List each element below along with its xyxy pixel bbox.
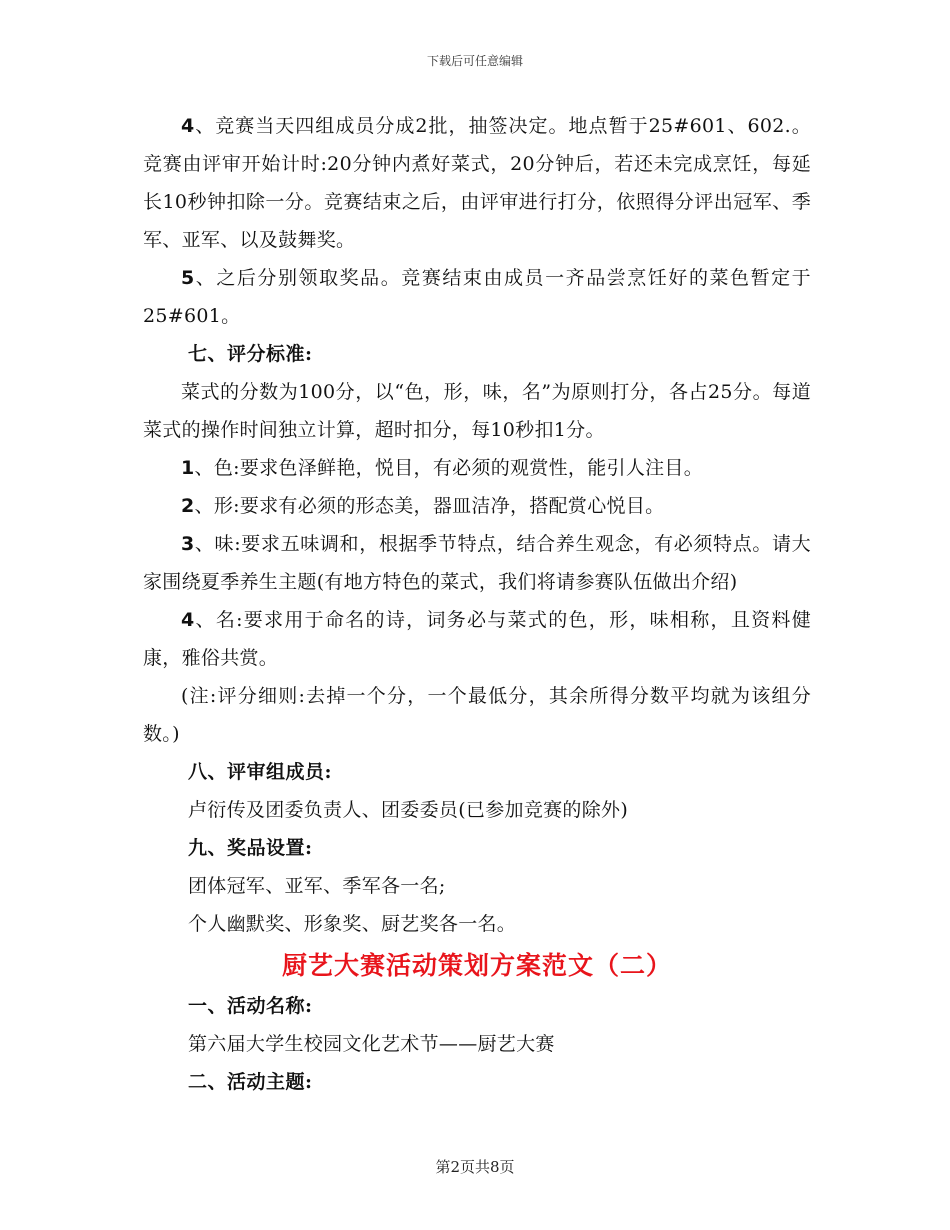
- criterion-taste: [143, 525, 811, 601]
- page-header: 下载后可任意编辑: [426, 54, 523, 68]
- paragraph-step-4: [143, 107, 811, 259]
- step-number: 5: [181, 267, 195, 289]
- paragraph-text: 、之后分别领取奖品。竞赛结束由成员一齐品尝烹饪好的菜色暂定于25#601。: [143, 267, 811, 327]
- step-number: 4: [181, 115, 195, 137]
- activity-name: 第六届大学生校园文化艺术节——厨艺大赛: [188, 1033, 555, 1055]
- heading-scoring-criteria: 七、评分标准:: [188, 343, 313, 365]
- criterion-number: 2: [181, 495, 195, 517]
- document-body: [143, 107, 811, 1101]
- prize-team: 团体冠军、亚军、季军各一名;: [188, 875, 446, 897]
- paragraph-scoring-intro: 菜式的分数为100分，以“色，形，味，名”为原则打分，各占25分。每道菜式的操作时间独立计算，超时扣分，每10秒扣1分。: [143, 381, 811, 441]
- criterion-number: 4: [181, 609, 195, 631]
- criterion-color: [143, 449, 811, 487]
- heading-prizes: 九、奖品设置:: [188, 837, 313, 859]
- criterion-text: 、名:要求用于命名的诗，词务必与菜式的色，形，味相称，且资料健康，雅俗共赏。: [143, 609, 811, 669]
- heading-judges: 八、评审组成员:: [188, 761, 333, 783]
- criterion-number: 1: [181, 457, 195, 479]
- criterion-number: 3: [181, 533, 195, 555]
- criterion-shape: [143, 487, 811, 525]
- criterion-text: 、形:要求有必须的形态美，器皿洁净，搭配赏心悦目。: [194, 495, 665, 517]
- paragraph-text: 、竞赛当天四组成员分成2批，抽签决定。地点暂于25#601、602.。竞赛由评审开始计时:20分钟内煮好菜式，20分钟后，若还未完成烹饪，每延长10秒钟扣除一分。竞赛结束之后，由评审进行打分，依照得分评出冠军、季军、亚军、以及鼓舞奖。: [143, 115, 811, 251]
- scoring-note: (注:评分细则:去掉一个分，一个最低分，其余所得分数平均就为该组分数。): [143, 685, 811, 745]
- judges-list: 卢衍传及团委负责人、团委委员(已参加竞赛的除外): [188, 799, 629, 821]
- criterion-name: [143, 601, 811, 677]
- prize-individual: 个人幽默奖、形象奖、厨艺奖各一名。: [188, 913, 517, 935]
- section-title: 厨艺大赛活动策划方案范文（二）: [281, 951, 672, 980]
- heading-activity-name: 一、活动名称:: [188, 995, 313, 1017]
- page-footer: 第2页共8页: [435, 1158, 515, 1176]
- criterion-text: 、味:要求五味调和，根据季节特点，结合养生观念，有必须特点。请大家围绕夏季养生主题(有地方特色的菜式，我们将请参赛队伍做出介绍): [143, 533, 811, 593]
- criterion-text: 、色:要求色泽鲜艳，悦目，有必须的观赏性，能引人注目。: [194, 457, 704, 479]
- heading-activity-theme: 二、活动主题:: [188, 1071, 313, 1093]
- paragraph-step-5: [143, 259, 811, 335]
